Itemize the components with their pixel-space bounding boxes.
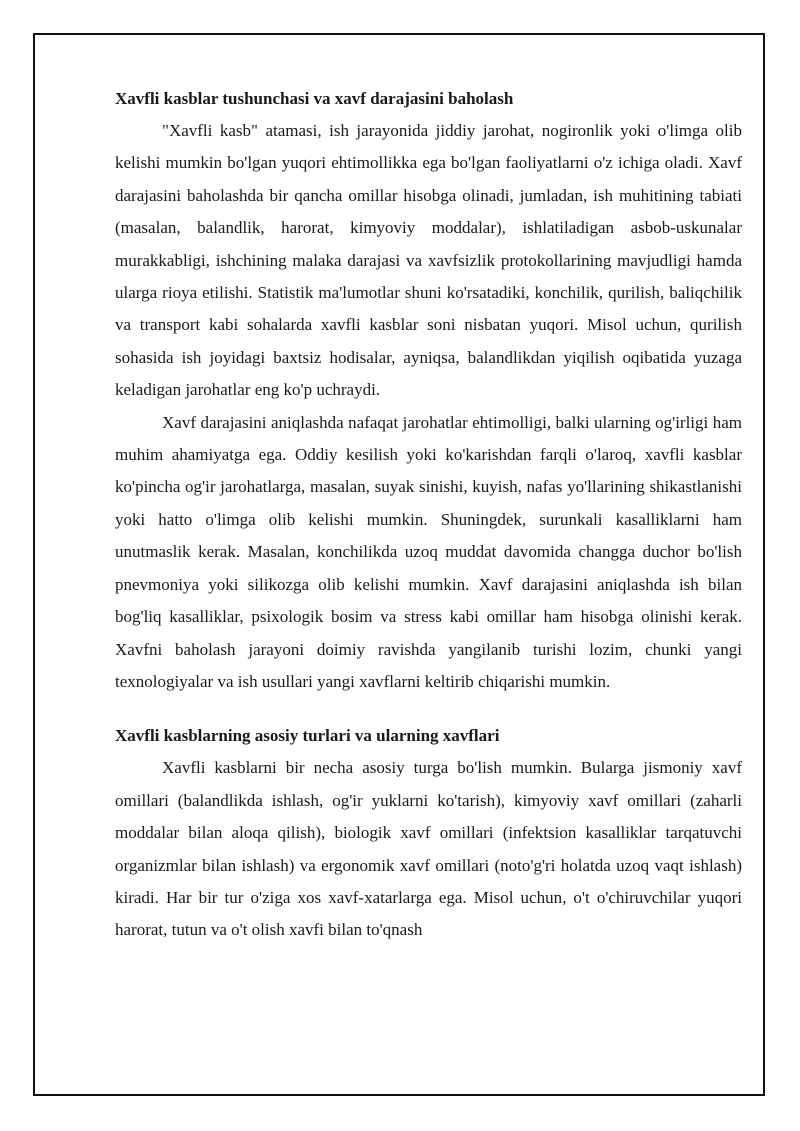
paragraph-2: Xavf darajasini aniqlashda nafaqat jarohatlar ehtimolligi, balki ularning og'irligi ham muhim ahamiyatga ega. Oddiy kesilish yoki ko'karishdan farqli o'laroq, xavfli kasblar ko'pincha og'ir jarohatlarga, masalan, suyak sinishi, kuyish, nafas yo'llarining shikastlanishi yoki hatto o'limga olib kelishi mumkin. Shuningdek, surunkali kasalliklarni ham unutmaslik kerak. Masalan, konchilikda uzoq muddat davomida changga duchor bo'lish pnevmoniya yoki silikozga olib kelishi mumkin. Xavf darajasini aniqlashda ish bilan bog'liq kasalliklar, psixologik bosim va stress kabi omillar ham hisobga olinishi kerak. Xavfni baholash jarayoni doimiy ravishda yangilanib turishi lozim, chunki yangi texnologiyalar va ish usullari yangi xavflarni keltirib chiqarishi mumkin. xyxy=(115,412,742,691)
paragraph-1: "Xavfli kasb" atamasi, ish jarayonida jiddiy jarohat, nogironlik yoki o'limga olib kelishi mumkin bo'lgan yuqori ehtimollikka ega bo'lgan faoliyatlarni o'z ichiga oladi. Xavf darajasini baholashda bir qancha omillar hisobga olinadi, jumladan, ish muhitining tabiati (masalan, balandlik, harorat, kimyoviy moddalar), ishlatiladigan asbob-uskunalar murakkabligi, ishchining malaka darajasi va xavfsizlik protokollarining mavjudligi hamda ularga rioya etilishi. Statistik ma'lumotlar shuni ko'rsatadiki, konchilik, qurilish, baliqchilik va transport kabi sohalarda xavfli kasblar soni nisbatan yuqori. Misol uchun, qurilish sohasida ish joyidagi baxtsiz hodisalar, ayniqsa, balandlikdan yiqilish oqibatida yuzaga keladigan jarohatlar eng ko'p uchraydi. xyxy=(115,121,742,400)
paragraph-3: Xavfli kasblarni bir necha asosiy turga bo'lish mumkin. Bularga jismoniy xavf omillari (balandlikda ishlash, og'ir yuklarni ko'tarish), kimyoviy xavf omillari (zaharli moddalar bilan aloqa qilish), biologik xavf omillari (infektsion kasalliklar tarqatuvchi organizmlar bilan ishlash) va ergonomik xavf omillari (noto'g'ri holatda uzoq vaqt ishlash) kiradi. Har bir tur o'ziga xos xavf-xatarlarga ega. Misol uchun, o't o'chiruvchilar yuqori harorat, tutun va o't olish xavfi bilan to'qnash xyxy=(115,758,742,940)
document-body xyxy=(115,85,742,947)
section-heading-1: Xavfli kasblar tushunchasi va xavf darajasini baholash xyxy=(115,89,514,108)
section-heading-2: Xavfli kasblarning asosiy turlari va ularning xavflari xyxy=(115,726,500,746)
